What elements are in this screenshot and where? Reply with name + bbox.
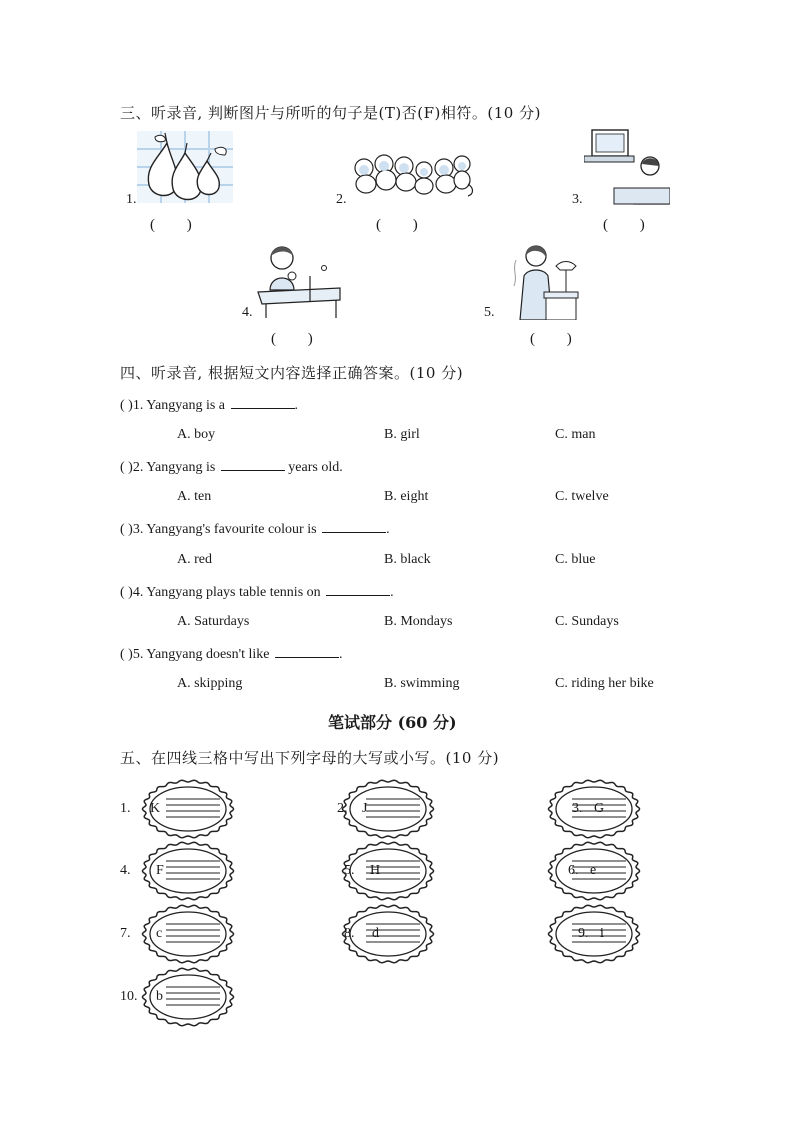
question-5-text: 5. Yangyang doesn't like xyxy=(132,647,270,662)
q4-option-a[interactable]: A. Saturdays xyxy=(177,614,250,629)
given-letter: d xyxy=(372,926,379,941)
question-1-text: 1. Yangyang is a xyxy=(132,398,225,413)
answer-paren-4[interactable]: ( ) xyxy=(120,585,133,600)
answer-blank-2[interactable] xyxy=(221,458,285,471)
given-letter: i xyxy=(600,926,604,941)
q1-option-b[interactable]: B. girl xyxy=(384,427,420,442)
given-letter: G xyxy=(594,801,605,816)
given-letter: c xyxy=(156,926,163,941)
section-4-title: 四、听录音, 根据短文内容选择正确答案。(10 分) xyxy=(120,364,464,382)
item-4-number: 4. xyxy=(242,305,253,320)
letter-writing-box[interactable] xyxy=(140,778,236,840)
pears-picture xyxy=(135,127,235,205)
given-letter: H xyxy=(370,863,381,878)
letter-item-number: 3. xyxy=(572,801,583,816)
question-3: ( )3. Yangyang's favourite colour is . xyxy=(120,522,390,537)
section-5-title: 五、在四线三格中写出下列字母的大写或小写。(10 分) xyxy=(120,749,500,767)
answer-blank-3[interactable] xyxy=(322,520,386,533)
letter-item-number: 1. xyxy=(120,801,131,816)
answer-paren-3[interactable]: ( ) xyxy=(120,522,133,537)
question-3-text: 3. Yangyang's favourite colour is xyxy=(132,522,317,537)
cooking-picture xyxy=(506,240,582,320)
question-4-text: 4. Yangyang plays table tennis on xyxy=(132,585,321,600)
item-1-answer-paren[interactable]: ( ) xyxy=(150,217,206,233)
item-3-number: 3. xyxy=(572,192,583,207)
item-1-number: 1. xyxy=(126,192,137,207)
q3-option-a[interactable]: A. red xyxy=(177,552,212,567)
q5-option-b[interactable]: B. swimming xyxy=(384,676,460,691)
answer-paren-5[interactable]: ( ) xyxy=(120,647,133,662)
given-letter: e xyxy=(590,863,597,878)
item-2-number: 2. xyxy=(336,192,347,207)
item-2-answer-paren[interactable]: ( ) xyxy=(376,217,432,233)
q1-option-a[interactable]: A. boy xyxy=(177,427,216,442)
q4-option-b[interactable]: B. Mondays xyxy=(384,614,453,629)
letter-writing-box[interactable] xyxy=(140,903,236,965)
item-3-answer-paren[interactable]: ( ) xyxy=(603,217,659,233)
q3-option-b[interactable]: B. black xyxy=(384,552,431,567)
letter-item-number: 8. xyxy=(344,926,355,941)
item-4-answer-paren[interactable]: ( ) xyxy=(271,331,327,347)
q4-option-c[interactable]: C. Sundays xyxy=(555,614,619,629)
q2-option-c[interactable]: C. twelve xyxy=(555,489,609,504)
answer-blank-1[interactable] xyxy=(231,396,295,409)
question-2-text: 2. Yangyang is xyxy=(132,460,216,475)
monkeys-picture xyxy=(350,150,476,198)
answer-blank-4[interactable] xyxy=(326,583,390,596)
letter-item-number: 10. xyxy=(120,989,138,1004)
q1-option-c[interactable]: C. man xyxy=(555,427,596,442)
item-5-number: 5. xyxy=(484,305,495,320)
q2-option-b[interactable]: B. eight xyxy=(384,489,429,504)
section-3-title: 三、听录音, 判断图片与所听的句子是(T)否(F)相符。(10 分) xyxy=(120,104,541,122)
answer-paren-2[interactable]: ( ) xyxy=(120,460,133,475)
item-5-answer-paren[interactable]: ( ) xyxy=(530,331,586,347)
letter-item-number: 6. xyxy=(568,863,579,878)
letter-item-number: 5. xyxy=(344,863,355,878)
letter-writing-box[interactable] xyxy=(546,903,642,965)
letter-writing-box[interactable] xyxy=(140,840,236,902)
letter-item-number: 9. xyxy=(578,926,589,941)
letter-writing-box[interactable] xyxy=(546,840,642,902)
given-letter: J xyxy=(362,801,368,816)
letter-item-number: 4. xyxy=(120,863,131,878)
letter-writing-box[interactable] xyxy=(546,778,642,840)
question-4: ( )4. Yangyang plays table tennis on . xyxy=(120,585,394,600)
q3-option-c[interactable]: C. blue xyxy=(555,552,596,567)
tv-watching-picture xyxy=(584,126,670,206)
q2-option-a[interactable]: A. ten xyxy=(177,489,212,504)
answer-blank-5[interactable] xyxy=(275,645,339,658)
question-2: ( )2. Yangyang is years old. xyxy=(120,460,343,475)
given-letter: K xyxy=(150,801,161,816)
letter-item-number: 7. xyxy=(120,926,131,941)
q5-option-a[interactable]: A. skipping xyxy=(177,676,243,691)
question-5: ( )5. Yangyang doesn't like . xyxy=(120,647,343,662)
letter-writing-box[interactable] xyxy=(340,778,436,840)
letter-item-number: 2. xyxy=(337,801,348,816)
written-part-title: 笔试部分 (60 分) xyxy=(328,713,457,732)
letter-writing-box[interactable] xyxy=(140,966,236,1028)
given-letter: F xyxy=(156,863,164,878)
given-letter: b xyxy=(156,989,163,1004)
answer-paren-1[interactable]: ( ) xyxy=(120,398,133,413)
q5-option-c[interactable]: C. riding her bike xyxy=(555,676,654,691)
question-1: ( )1. Yangyang is a . xyxy=(120,398,298,413)
table-tennis-picture xyxy=(256,238,342,318)
